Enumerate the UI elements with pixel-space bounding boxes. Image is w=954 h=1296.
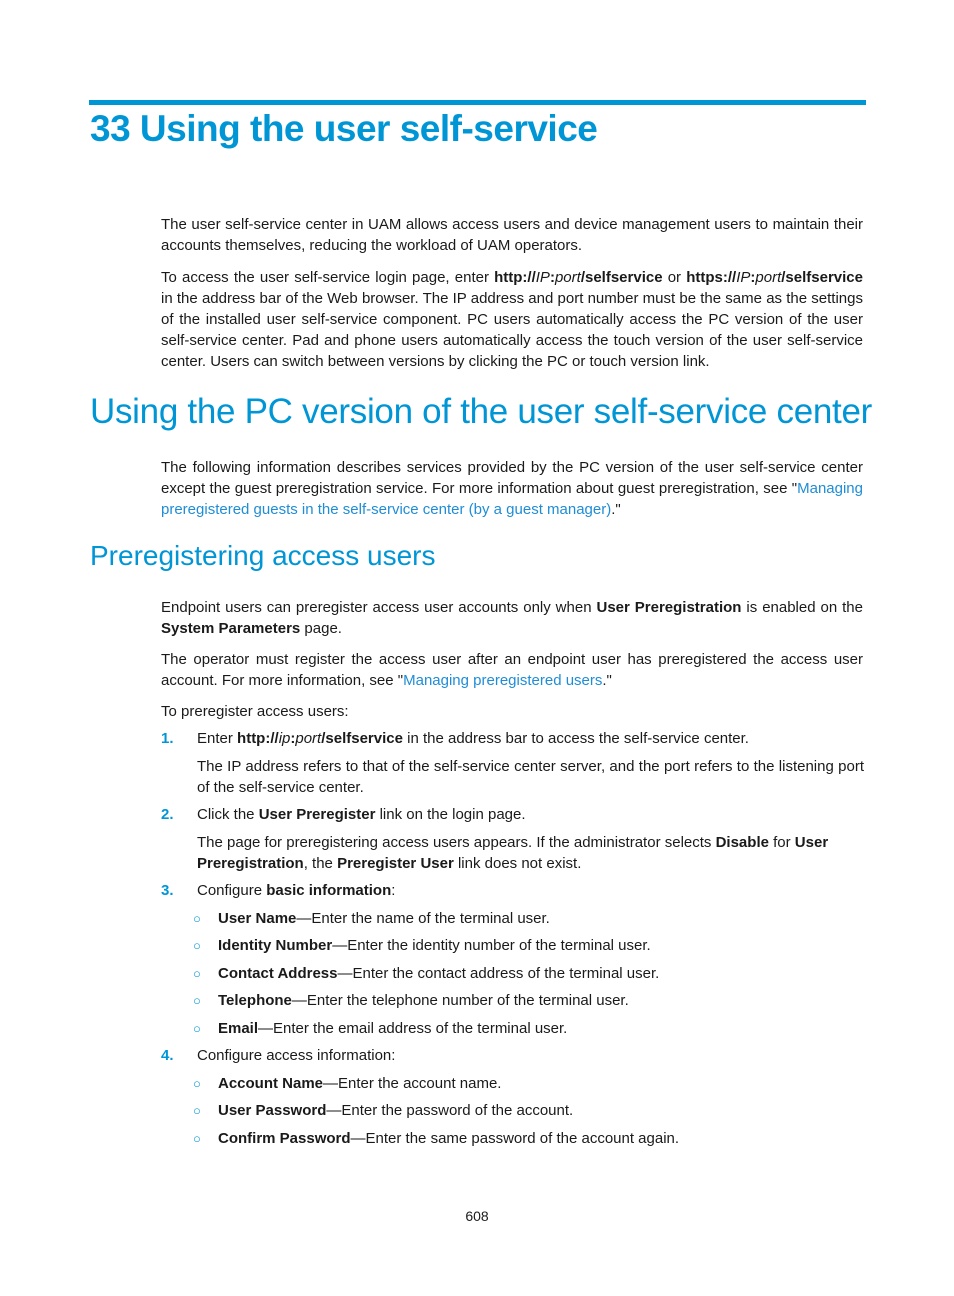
bullet-icon: ○ xyxy=(193,1076,201,1091)
list-item: Identity Number—Enter the identity number of the terminal user. xyxy=(218,937,651,954)
step-4: Configure access information: xyxy=(197,1047,396,1064)
step-2-note: The page for preregistering access users appears. If the administrator selects Disable for User Preregistration, the Preregister User link does not exist. xyxy=(197,834,829,872)
bullet-icon: ○ xyxy=(193,993,201,1008)
preregister-intro: To preregister access users: xyxy=(161,703,349,720)
step-number: 1. xyxy=(161,730,174,747)
list-item: Contact Address—Enter the contact address of the terminal user. xyxy=(218,965,660,982)
preregistered-users-link[interactable]: Managing preregistered users xyxy=(403,672,603,689)
list-item: Telephone—Enter the telephone number of the terminal user. xyxy=(218,992,629,1009)
page-number: 608 xyxy=(465,1208,489,1224)
list-item: User Password—Enter the password of the account. xyxy=(218,1102,574,1119)
bullet-icon: ○ xyxy=(193,1021,201,1036)
bullet-icon: ○ xyxy=(193,911,201,926)
bullet-icon: ○ xyxy=(193,1131,201,1146)
section1-paragraph: The following information describes services provided by the PC version of the user self-service center except the guest preregistration service. For more information about guest preregistration, see "Managing preregistered guests in the self-service center (by a guest manager)." xyxy=(161,459,863,518)
step-number: 2. xyxy=(161,806,174,823)
step-number: 4. xyxy=(161,1047,174,1064)
step-number: 3. xyxy=(161,882,174,899)
bullet-icon: ○ xyxy=(193,1103,201,1118)
section-title-preregistering: Preregistering access users xyxy=(90,540,436,571)
chapter-title: 33 Using the user self-service xyxy=(90,108,598,149)
step-1-note: The IP address refers to that of the self-service center server, and the port refers to the listening port of the self-service center. xyxy=(197,758,864,796)
intro-paragraph-2: To access the user self-service login page, enter http://IP:port/selfservice or https://IP:port/selfservice in the address bar of the Web browser. The IP address and port number must be the same as the settings of the installed user self-service component. PC users automatically access the PC version of the user self-service center. Pad and phone users automatically access the touch version of the user self-service center. Users can switch between versions by clicking the PC or touch version link. xyxy=(161,269,863,370)
bullet-icon: ○ xyxy=(193,966,201,981)
chapter-rule xyxy=(89,100,866,105)
preregister-paragraph-2: The operator must register the access user after an endpoint user has preregistered the access user account. For more information, see "Managing preregistered users." xyxy=(161,651,863,689)
list-item: Email—Enter the email address of the terminal user. xyxy=(218,1020,568,1037)
list-item: Confirm Password—Enter the same password of the account again. xyxy=(218,1130,680,1147)
step-2: Click the User Preregister link on the login page. xyxy=(197,806,526,823)
list-item: Account Name—Enter the account name. xyxy=(218,1075,502,1092)
guest-preregistration-link[interactable]: Managing preregistered guests in the self-service center (by a guest manager) xyxy=(161,480,863,518)
preregister-paragraph-1: Endpoint users can preregister access user accounts only when User Preregistration is enabled on the System Parameters page. xyxy=(161,599,863,637)
step-3: Configure basic information: xyxy=(197,882,396,899)
step-1: Enter http://ip:port/selfservice in the address bar to access the self-service center. xyxy=(197,730,749,747)
intro-paragraph-1: The user self-service center in UAM allows access users and device management users to maintain their accounts themselves, reducing the workload of UAM operators. xyxy=(161,216,863,254)
list-item: User Name—Enter the name of the terminal user. xyxy=(218,910,550,927)
bullet-icon: ○ xyxy=(193,938,201,953)
section-title-pc-version: Using the PC version of the user self-service center xyxy=(90,392,872,431)
